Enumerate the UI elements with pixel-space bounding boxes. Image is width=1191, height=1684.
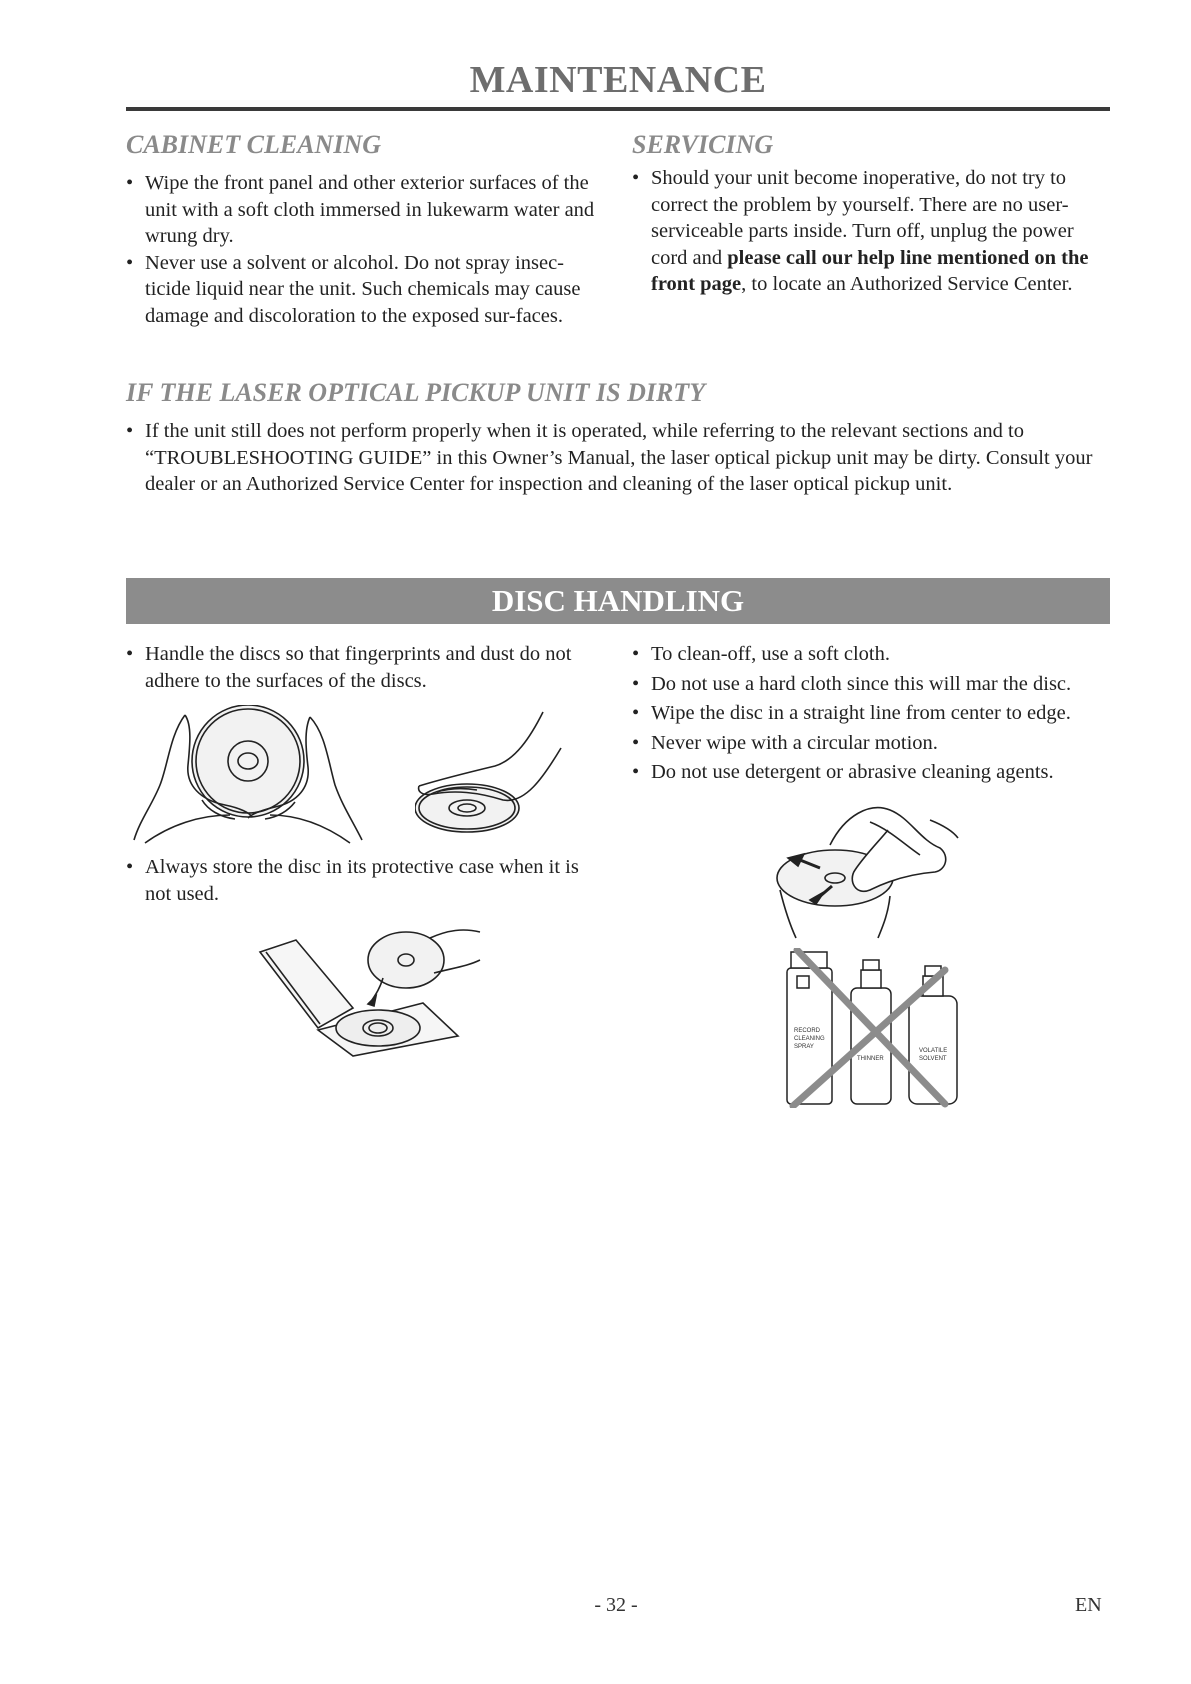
cabinet-cleaning-list <box>126 170 596 329</box>
disc-case-illustration <box>258 918 483 1058</box>
hands-holding-disc-illustration <box>130 705 365 845</box>
servicing-help-line: please call our help line mentioned on the front page <box>651 246 1089 295</box>
disc-handling-left-list-1 <box>126 641 606 694</box>
disc-handling-band <box>126 578 1110 624</box>
spray-label-2: CLEANING <box>794 1036 825 1042</box>
solvent-label-1: VOLATILE <box>919 1048 948 1054</box>
language-code: EN <box>1075 1594 1102 1616</box>
prohibited-cleaners-illustration <box>785 948 965 1108</box>
solvent-label-2: SOLVENT <box>919 1056 947 1062</box>
list-item: • Handle the discs so that fingerprints and dust do not adhere to the surfaces of the discs. <box>126 641 606 694</box>
servicing-text: Should your unit become inoperative, do not try to correct the problem by yourself. There are no user-serviceable parts inside. Turn off, unplug the power cord and <box>651 167 1074 269</box>
list-item: • To clean-off, use a soft cloth. <box>632 641 1110 668</box>
list-item: • Do not use a hard cloth since this will mar the disc. <box>632 671 1110 698</box>
disc-handling-right-list <box>632 641 1110 789</box>
list-item: • Wipe the disc in a straight line from center to edge. <box>632 700 1110 727</box>
laser-list <box>126 418 1110 498</box>
list-item: • Never use a solvent or alcohol. Do not spray insec-ticide liquid near the unit. Such chemicals may cause damage and discoloration to the exposed sur-faces. <box>126 250 596 330</box>
thinner-label: THINNER <box>857 1056 884 1062</box>
spray-label-1: RECORD <box>794 1028 821 1034</box>
list-item: • Always store the disc in its protective case when it is not used. <box>126 854 606 907</box>
title-divider <box>126 107 1110 111</box>
cabinet-cleaning-heading: CABINET CLEANING <box>126 130 381 159</box>
list-item: • If the unit still does not perform properly when it is operated, while referring to the relevant sections and to “TROUBLESHOOTING GUIDE” in this Owner’s Manual, the laser optical pickup unit may be dirty. Consult your dealer or an Authorized Service Center for inspection and cleaning of the laser optical pickup unit. <box>126 418 1110 498</box>
list-item <box>632 165 1110 298</box>
servicing-text-end: , to locate an Authorized Service Center. <box>741 273 1073 295</box>
disc-handling-heading: DISC HANDLING <box>491 583 745 618</box>
page-number: - 32 - <box>594 1594 638 1616</box>
page-title: MAINTENANCE <box>469 59 767 101</box>
hand-holding-disc-flat-illustration <box>415 708 565 840</box>
list-item: • Do not use detergent or abrasive cleaning agents. <box>632 759 1110 786</box>
disc-handling-left-list-2 <box>126 854 606 907</box>
servicing-list <box>632 165 1110 298</box>
spray-label-3: SPRAY <box>794 1044 814 1050</box>
list-item: • Never wipe with a circular motion. <box>632 730 1110 757</box>
laser-heading: IF THE LASER OPTICAL PICKUP UNIT IS DIRTY <box>126 378 706 407</box>
wiping-disc-illustration <box>770 800 960 940</box>
servicing-heading: SERVICING <box>632 130 774 159</box>
list-item: • Wipe the front panel and other exterior surfaces of the unit with a soft cloth immersed in lukewarm water and wrung dry. <box>126 170 596 250</box>
